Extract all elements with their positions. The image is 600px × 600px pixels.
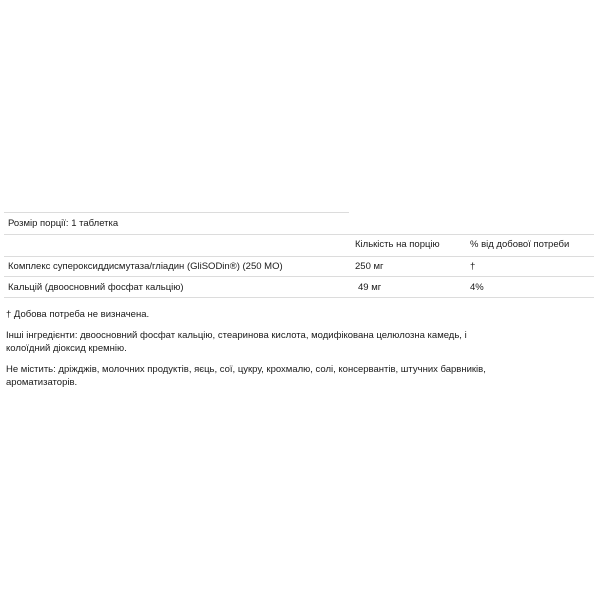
serving-size: Розмір порції: 1 таблетка: [8, 218, 119, 229]
ingredient-daily-value: 4%: [470, 282, 484, 293]
divider-header-bottom: [4, 256, 594, 257]
ingredient-amount: 49 мг: [358, 282, 382, 293]
ingredient-daily-value: †: [470, 261, 476, 272]
ingredient-amount: 250 мг: [355, 261, 384, 272]
divider-top: [4, 212, 349, 213]
other-ingredients-text: Інші інгредієнти: двоосновний фосфат кальцію, стеаринова кислота, модифікована целюлозна камедь, і колоїдний діоксид кремнію.: [6, 330, 467, 354]
divider-header-top: [4, 234, 594, 235]
header-amount-per-serving: Кількість на порцію: [355, 239, 440, 250]
free-of-text: Не містить: дріжджів, молочних продуктів, яєць, сої, цукру, крохмалю, солі, консервантів, штучних барвників, ароматизаторів.: [6, 364, 486, 388]
header-daily-value: % від добової потреби: [470, 239, 570, 250]
daily-value-footnote: † Добова потреба не визначена.: [6, 309, 150, 320]
divider-bottom: [4, 297, 594, 298]
divider-row: [4, 276, 594, 277]
ingredient-name: Комплекс супероксиддисмутаза/гліадин (GliSODin®) (250 МО): [8, 261, 283, 272]
ingredient-name: Кальцій (двоосновний фосфат кальцію): [8, 282, 184, 293]
